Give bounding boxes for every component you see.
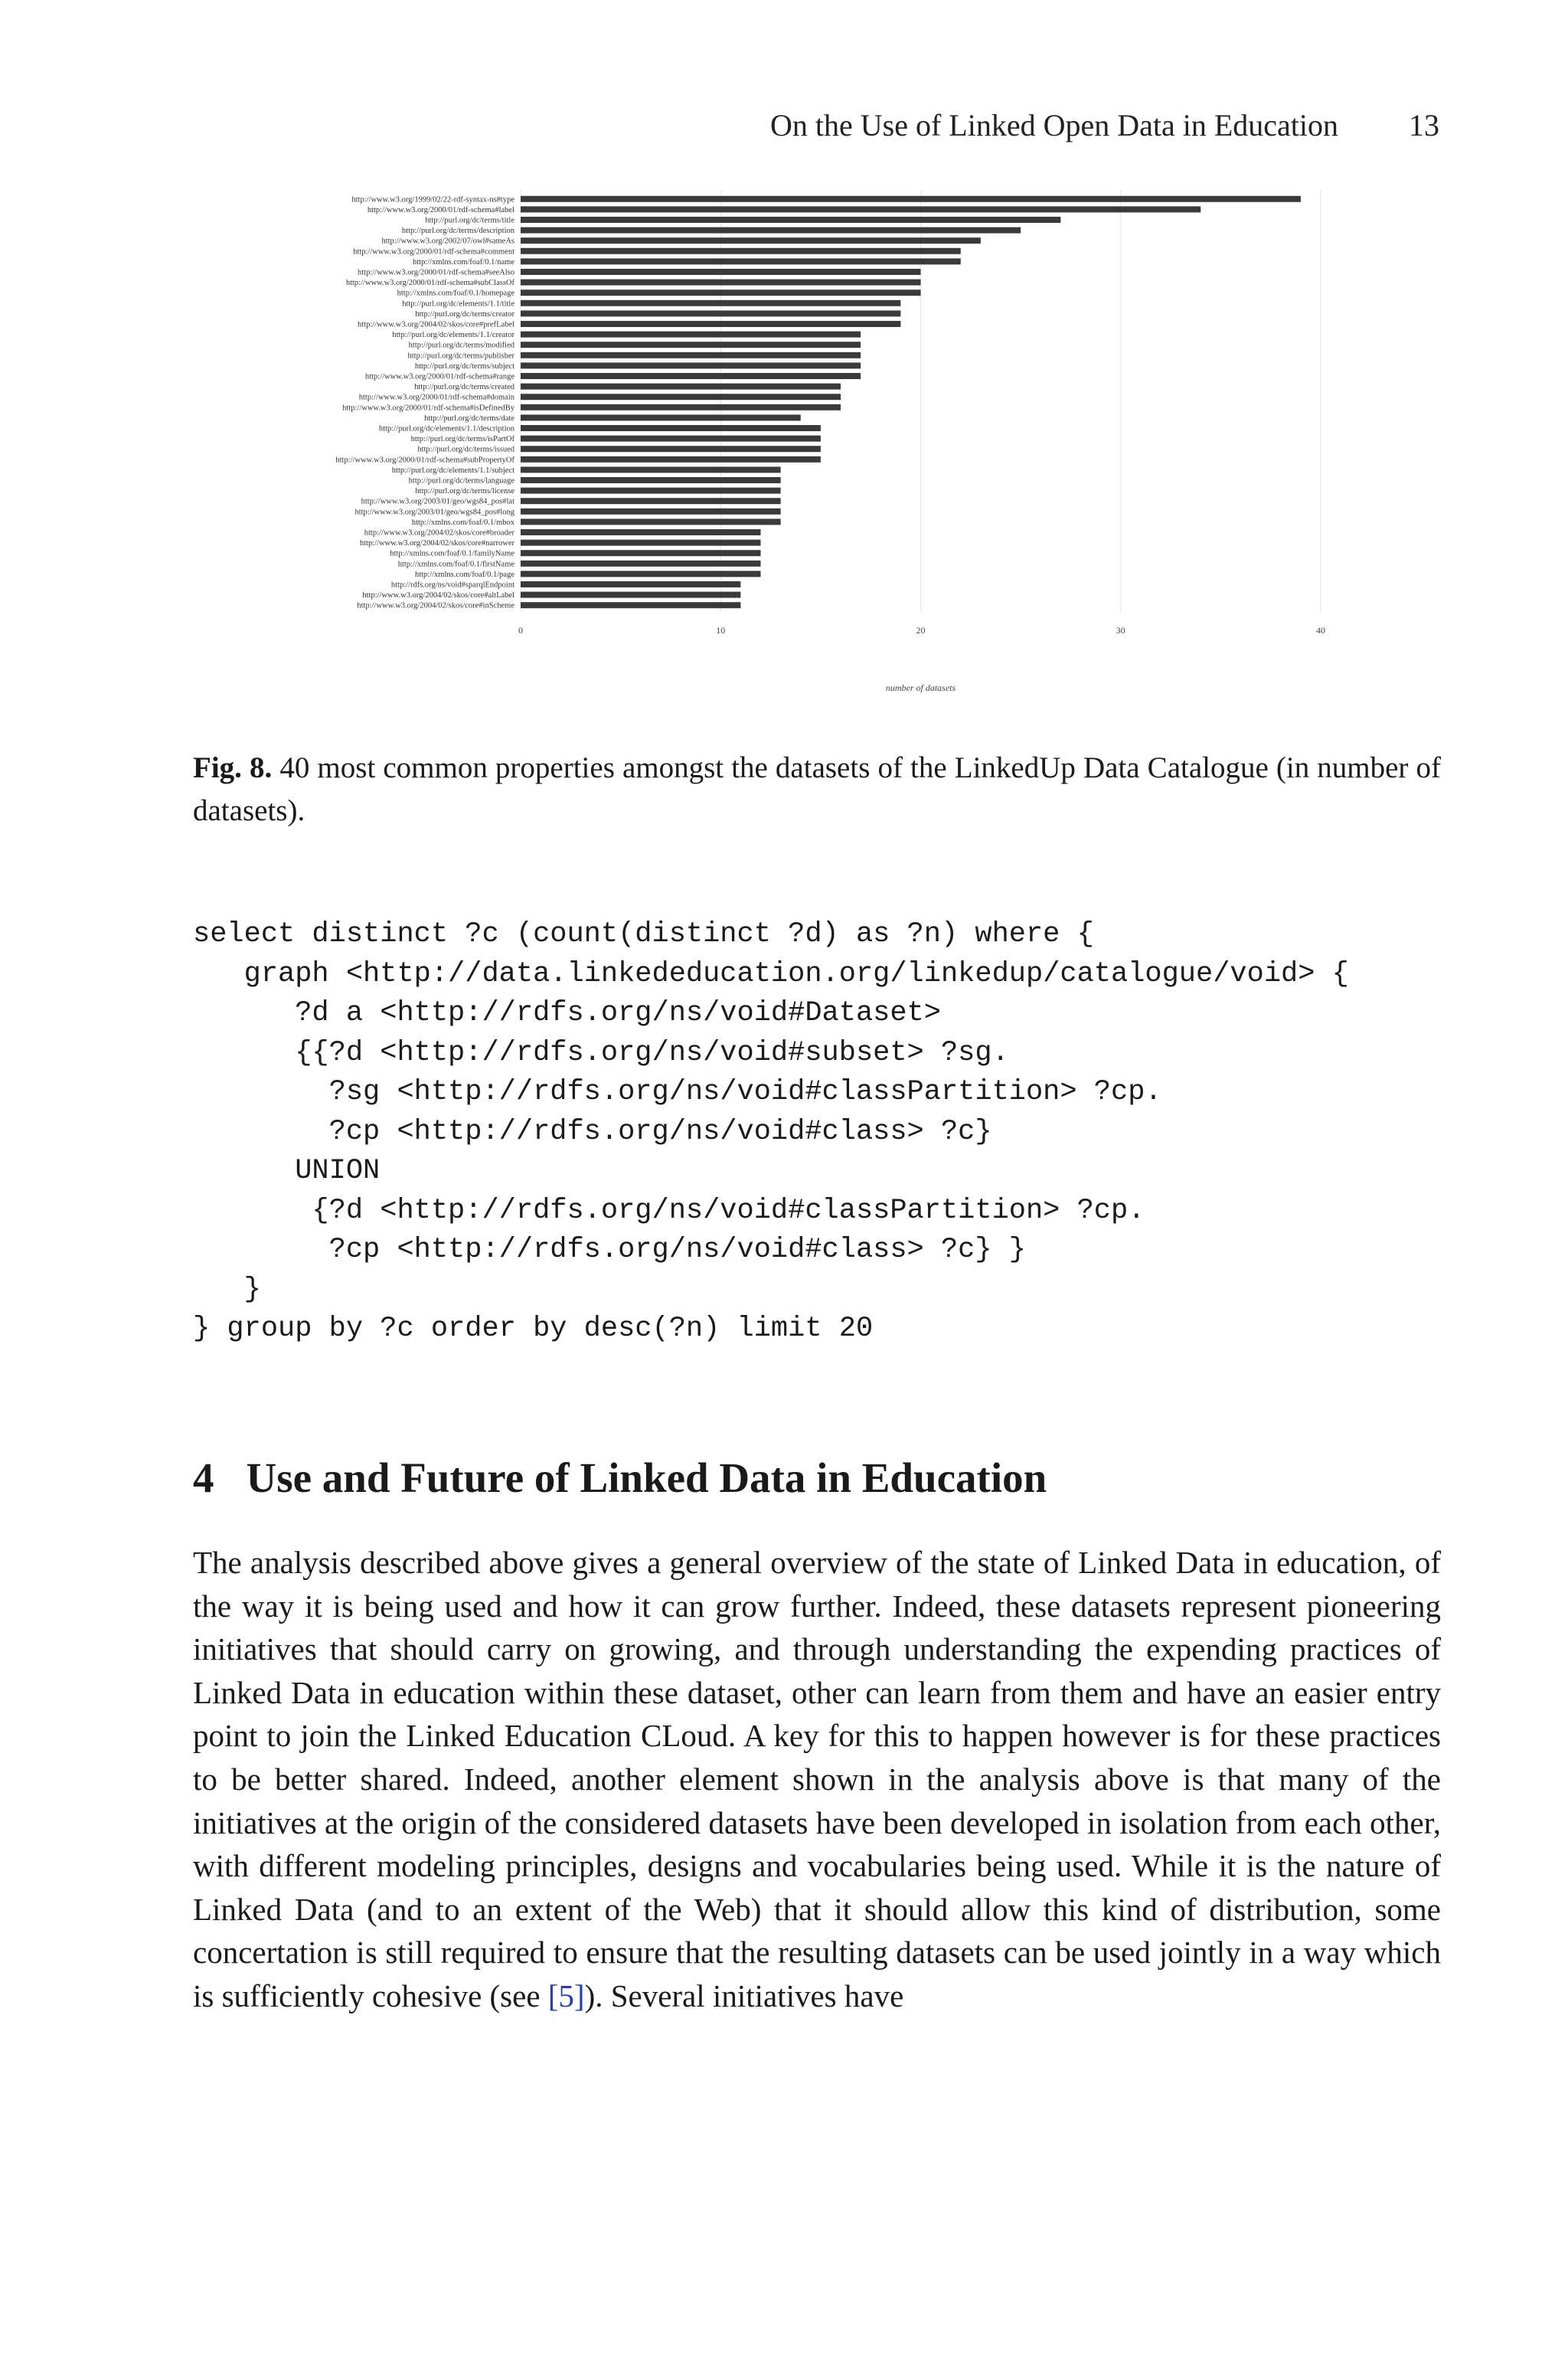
bar bbox=[521, 602, 740, 608]
x-tick-label: 10 bbox=[716, 625, 726, 636]
category-label: http://xmlns.com/foaf/0.1/familyName bbox=[390, 549, 514, 558]
bar bbox=[521, 258, 961, 264]
bar bbox=[521, 425, 821, 431]
category-label: http://purl.org/dc/elements/1.1/subject bbox=[391, 466, 514, 475]
category-label: http://xmlns.com/foaf/0.1/firstName bbox=[397, 560, 514, 569]
figure-caption-text: 40 most common properties amongst the datasets of the LinkedUp Data Catalogue (in number of datasets). bbox=[193, 751, 1441, 827]
code-line: {{?d <http://rdfs.org/ns/void#subset> ?sg. bbox=[193, 1036, 1009, 1069]
category-label: http://xmlns.com/foaf/0.1/page bbox=[414, 570, 514, 579]
category-label: http://www.w3.org/2002/07/owl#sameAs bbox=[381, 237, 514, 246]
category-label: http://www.w3.org/2000/01/rdf-schema#subClassOf bbox=[345, 279, 514, 288]
bar bbox=[521, 581, 740, 587]
citation-link[interactable]: [5] bbox=[547, 1977, 585, 2013]
bar bbox=[521, 446, 821, 452]
x-tick-label: 30 bbox=[1116, 625, 1125, 636]
bar bbox=[521, 373, 861, 379]
code-line: {?d <http://rdfs.org/ns/void#classPartition> ?cp. bbox=[193, 1194, 1145, 1227]
bar bbox=[521, 404, 841, 411]
bar bbox=[521, 540, 761, 546]
bar bbox=[521, 466, 781, 473]
category-label: http://www.w3.org/2003/01/geo/wgs84_pos#long bbox=[354, 508, 514, 517]
section-number: 4 bbox=[193, 1454, 214, 1501]
bar bbox=[521, 488, 781, 494]
bar bbox=[521, 237, 981, 244]
bar bbox=[521, 362, 861, 368]
body-paragraph bbox=[193, 1541, 1441, 2018]
category-label: http://xmlns.com/foaf/0.1/name bbox=[413, 257, 514, 267]
code-line: ?sg <http://rdfs.org/ns/void#classPartition> ?cp. bbox=[193, 1076, 1162, 1108]
category-label: http://www.w3.org/1999/02/22-rdf-syntax-ns#type bbox=[351, 195, 514, 204]
category-label: http://purl.org/dc/terms/subject bbox=[414, 361, 514, 371]
bar bbox=[521, 571, 761, 577]
bar bbox=[521, 332, 861, 338]
code-line: ?d a <http://rdfs.org/ns/void#Dataset> bbox=[193, 997, 941, 1029]
bar bbox=[521, 414, 801, 420]
bar bbox=[521, 592, 740, 598]
category-label: http://rdfs.org/ns/void#sparqlEndpoint bbox=[390, 581, 514, 590]
paragraph-text-end: ). Several initiatives have bbox=[584, 1977, 904, 2013]
category-label: http://purl.org/dc/elements/1.1/title bbox=[402, 299, 514, 309]
category-label: http://www.w3.org/2004/02/skos/core#inScheme bbox=[357, 601, 514, 610]
category-label: http://purl.org/dc/terms/created bbox=[414, 383, 514, 392]
bar bbox=[521, 498, 781, 504]
x-tick-label: 40 bbox=[1316, 625, 1325, 636]
bar bbox=[521, 394, 841, 400]
category-label: http://purl.org/dc/elements/1.1/creator bbox=[392, 331, 514, 340]
category-label: http://www.w3.org/2000/01/rdf-schema#domain bbox=[358, 393, 514, 402]
sparql-code-block bbox=[193, 915, 1494, 1349]
category-label: http://xmlns.com/foaf/0.1/mbox bbox=[411, 518, 514, 527]
category-label: http://www.w3.org/2000/01/rdf-schema#isDefinedBy bbox=[342, 404, 514, 413]
bar bbox=[521, 206, 1200, 212]
figure-label: Fig. 8. bbox=[193, 751, 273, 784]
running-title: On the Use of Linked Open Data in Education bbox=[769, 108, 1338, 142]
paragraph-text: The analysis described above gives a general overview of the state of Linked Data in education, of the way it is being used and how it can grow further. Indeed, these datasets represent pioneering initiatives that should carry on growing, and through understanding the expending practices of Linked Data in education within these dataset, other can learn from them and have an easier entry point to join the Linked Education CLoud. A key for this to happen however is for these practices to be better shared. Indeed, another element shown in the analysis above is that many of the initiatives at the origin of the considered datasets have been developed in isolation from each other, with different modeling principles, designs and vocabularies being used. While it is the nature of Linked Data (and to an extent of the Web) that it should allow this kind of distribution, some concertation is still required to ensure that the resulting datasets can be used jointly in a way which is sufficiently cohesive (see bbox=[193, 1545, 1441, 2013]
bar bbox=[521, 310, 900, 316]
x-tick-label: 20 bbox=[916, 625, 926, 636]
bar bbox=[521, 518, 781, 525]
bar bbox=[521, 289, 921, 296]
category-label: http://www.w3.org/2000/01/rdf-schema#range bbox=[364, 372, 514, 381]
bar bbox=[521, 561, 761, 567]
bar bbox=[521, 217, 1060, 223]
category-label: http://purl.org/dc/terms/publisher bbox=[407, 352, 514, 361]
category-label: http://www.w3.org/2000/01/rdf-schema#seeAlso bbox=[357, 268, 514, 277]
bar bbox=[521, 384, 841, 390]
running-header bbox=[0, 107, 1439, 143]
category-label: http://www.w3.org/2000/01/rdf-schema#subPropertyOf bbox=[335, 456, 514, 465]
code-line: UNION bbox=[193, 1155, 381, 1187]
bar bbox=[521, 227, 1021, 234]
code-line: select distinct ?c (count(distinct ?d) as ?n) where { bbox=[193, 918, 1094, 950]
figure-caption bbox=[193, 747, 1441, 832]
code-line: } group by ?c order by desc(?n) limit 20 bbox=[193, 1313, 874, 1345]
category-label: http://purl.org/dc/terms/modified bbox=[408, 341, 514, 350]
section-heading bbox=[193, 1454, 1047, 1502]
category-label: http://www.w3.org/2004/02/skos/core#altLabel bbox=[362, 591, 514, 600]
bar bbox=[521, 477, 781, 483]
code-line: ?cp <http://rdfs.org/ns/void#class> ?c} } bbox=[193, 1234, 1026, 1266]
category-label: http://purl.org/dc/terms/creator bbox=[415, 309, 514, 319]
category-label: http://xmlns.com/foaf/0.1/homepage bbox=[397, 289, 514, 298]
bar-chart bbox=[291, 184, 1348, 720]
bar bbox=[521, 248, 961, 254]
bar bbox=[521, 342, 861, 348]
section-title: Use and Future of Linked Data in Education bbox=[246, 1454, 1047, 1501]
category-label: http://purl.org/dc/terms/title bbox=[425, 216, 514, 225]
category-label: http://www.w3.org/2004/02/skos/core#narrower bbox=[359, 539, 514, 548]
category-label: http://www.w3.org/2000/01/rdf-schema#label bbox=[367, 205, 514, 214]
category-label: http://purl.org/dc/terms/license bbox=[415, 487, 514, 496]
category-label: http://purl.org/dc/terms/issued bbox=[417, 445, 514, 454]
category-label: http://purl.org/dc/terms/language bbox=[408, 476, 514, 486]
category-label: http://www.w3.org/2003/01/geo/wgs84_pos#lat bbox=[361, 497, 514, 506]
bar bbox=[521, 321, 900, 327]
bar bbox=[521, 529, 761, 535]
category-label: http://purl.org/dc/terms/description bbox=[401, 227, 514, 236]
code-line: ?cp <http://rdfs.org/ns/void#class> ?c} bbox=[193, 1115, 992, 1148]
code-line: graph <http://data.linkededucation.org/linkedup/catalogue/void> { bbox=[193, 957, 1349, 990]
bar bbox=[521, 269, 921, 275]
category-label: http://www.w3.org/2000/01/rdf-schema#comment bbox=[353, 247, 514, 257]
category-label: http://purl.org/dc/elements/1.1/description bbox=[378, 424, 514, 433]
bar bbox=[521, 550, 761, 556]
bar bbox=[521, 436, 821, 442]
bar bbox=[521, 352, 861, 358]
bar bbox=[521, 300, 900, 306]
category-label: http://purl.org/dc/terms/date bbox=[424, 414, 514, 423]
bar bbox=[521, 280, 921, 286]
category-label: http://www.w3.org/2004/02/skos/core#prefLabel bbox=[357, 320, 514, 329]
x-tick-label: 0 bbox=[518, 625, 523, 636]
x-axis-label: number of datasets bbox=[885, 682, 956, 693]
bar bbox=[521, 456, 821, 463]
category-label: http://purl.org/dc/terms/isPartOf bbox=[410, 435, 514, 444]
category-label: http://www.w3.org/2004/02/skos/core#broader bbox=[364, 528, 514, 538]
bar bbox=[521, 196, 1301, 202]
page-number: 13 bbox=[1409, 108, 1439, 142]
bar bbox=[521, 509, 781, 515]
code-line: } bbox=[193, 1273, 261, 1306]
